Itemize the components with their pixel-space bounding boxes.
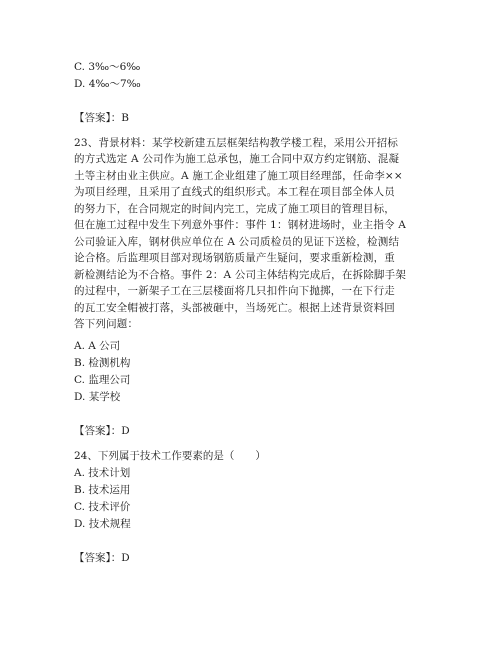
q23-stem-line: 新检测结论为不合格。事件 2：A 公司主体结构完成后，在拆除脚手架 [74,269,407,281]
q22-answer: 【答案】：B [74,112,129,124]
q23-stem-line: 土等主材由业主供应。A 施工企业组建了施工项目经理部，任命李×× [74,170,403,182]
q23-stem-line: 23、背景材料：某学校新建五层框架结构教学楼工程，采用公开招标 [74,137,399,149]
q23-stem-line: 论合格。后监理项目部对现场钢筋质量产生疑问，要求重新检测，重 [74,252,395,264]
q22-option-c: C. 3‰～6‰ [74,61,141,73]
q22-option-d: D. 4‰～7‰ [74,78,141,90]
q23-stem-line: 但在施工过程中发生下列意外事件：事件 1：钢材进场时，业主指令 A [74,219,407,231]
q23-answer: 【答案】：D [74,425,130,437]
q23-option-c: C. 监理公司 [74,374,131,386]
q23-option-a: A. A 公司 [74,340,121,352]
q24-option-b: B. 技术运用 [74,484,131,496]
q23-stem-line: 的过程中，一新架子工在三层楼面将几只扣件向下抛掷，一在下行走 [74,285,395,297]
q23-stem-line: 的方式选定 A 公司作为施工总承包，施工合同中双方约定钢筋、混凝 [74,153,400,165]
q23-stem-line: 为项目经理，且采用了直线式的组织形式。本工程在项目部全体人员 [74,186,395,198]
q24-option-c: C. 技术评价 [74,501,131,513]
q23-option-b: B. 检测机构 [74,357,131,369]
q24-stem: 24、下列属于技术工作要素的是（ ） [74,450,266,462]
q23-stem-line: 答下列问题： [74,318,139,330]
q23-stem-line: 公司验证入库，钢材供应单位在 A 公司质检员的见证下送检，检测结 [74,236,400,248]
q24-answer: 【答案】：D [74,552,130,564]
q24-option-d: D. 技术规程 [74,518,131,530]
q24-option-a: A. 技术计划 [74,467,131,479]
q23-option-d: D. 某学校 [74,391,121,403]
q23-stem-line: 的努力下，在合同规定的时间内完工，完成了施工项目的管理目标， [74,203,395,215]
q23-stem-line: 的瓦工安全帽被打落，头部被砸中，当场死亡。根据上述背景资料回 [74,302,395,314]
